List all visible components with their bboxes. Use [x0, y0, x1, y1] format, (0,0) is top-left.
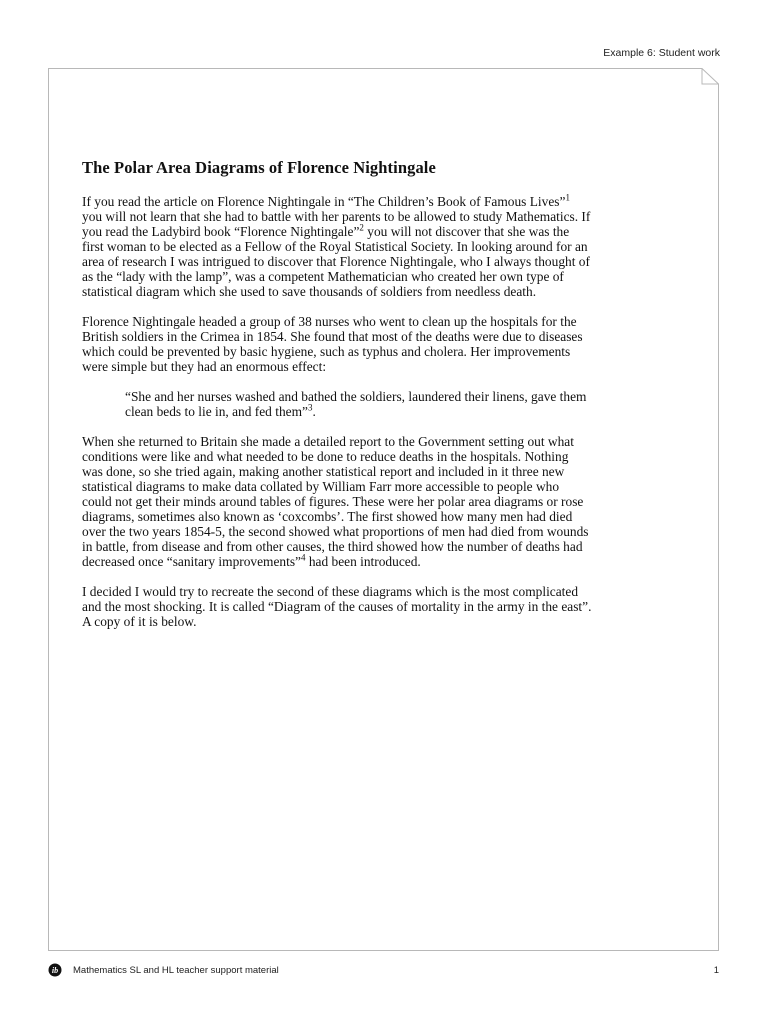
intro-text-3: you will not discover that she was the first woman to be elected as a Fellow of the Royal Statistical Society. In looking around for an area of research I was intrigued to discover that Florence Nightingale, who I always thought of as the “lady with the lamp”, was a competent Mathematician who created her own type of statistical diagram which she used to save thousands of soldiers from needless death.: [82, 224, 590, 299]
intro-text-1: If you read the article on Florence Nightingale in “The Children’s Book of Famous Lives”: [82, 194, 566, 209]
footnote-ref-2: 2: [359, 222, 364, 233]
quote-text: “She and her nurses washed and bathed the soldiers, laundered their linens, gave them clean beds to lie in, and fed them”: [125, 389, 587, 419]
footer-text: Mathematics SL and HL teacher support material: [73, 965, 279, 976]
report-paragraph: [82, 434, 592, 569]
running-head: Example 6: Student work: [603, 47, 720, 59]
intro-paragraph: [82, 194, 592, 299]
document-body: [82, 158, 592, 644]
intro-text-2: you will not learn that she had to battle with her parents to be allowed to study Mathematics. If you read the Ladybird book “Florence Nightingale”: [82, 209, 591, 239]
footnote-ref-3: 3: [307, 402, 313, 413]
block-quote: [125, 389, 592, 419]
page-footer: [48, 964, 719, 978]
svg-text:ib: ib: [51, 966, 59, 975]
crimea-paragraph: Florence Nightingale headed a group of 38 nurses who went to clean up the hospitals for the British soldiers in the Crimea in 1854. She found that most of the deaths were due to diseases which could be prevented by basic hygiene, such as typhus and cholera. Her improvements were simple but they had an enormous effect:: [82, 314, 583, 374]
ib-logo-icon: [48, 963, 62, 977]
report-text-2: had been introduced.: [305, 554, 421, 569]
footnote-ref-4: 4: [300, 552, 306, 563]
report-text-1: When she returned to Britain she made a detailed report to the Government setting out what conditions were like and what needed to be done to reduce deaths in the hospitals. Nothing was done, so she tried again, making another statistical report and included in it three new statistical diagrams to make data collated by William Farr more accessible to people who could not get their minds around tables of figures. These were her polar area diagrams or rose diagrams, sometimes also known as ‘coxcombs’. The first showed how many men had died over the two years 1854-5, the second showed what proportions of men had died from wounds in battle, from disease and from other causes, the third showed how the number of deaths had decreased once “sanitary improvements”: [82, 434, 589, 569]
document-title: The Polar Area Diagrams of Florence Nightingale: [82, 158, 436, 177]
footnote-ref-1: 1: [565, 192, 570, 203]
page-number: 1: [713, 965, 719, 976]
quote-end: .: [312, 404, 316, 419]
diagram-intro-paragraph: I decided I would try to recreate the second of these diagrams which is the most complicated and the most shocking. It is called “Diagram of the causes of mortality in the army in the east”. A copy of it is below.: [82, 584, 592, 629]
